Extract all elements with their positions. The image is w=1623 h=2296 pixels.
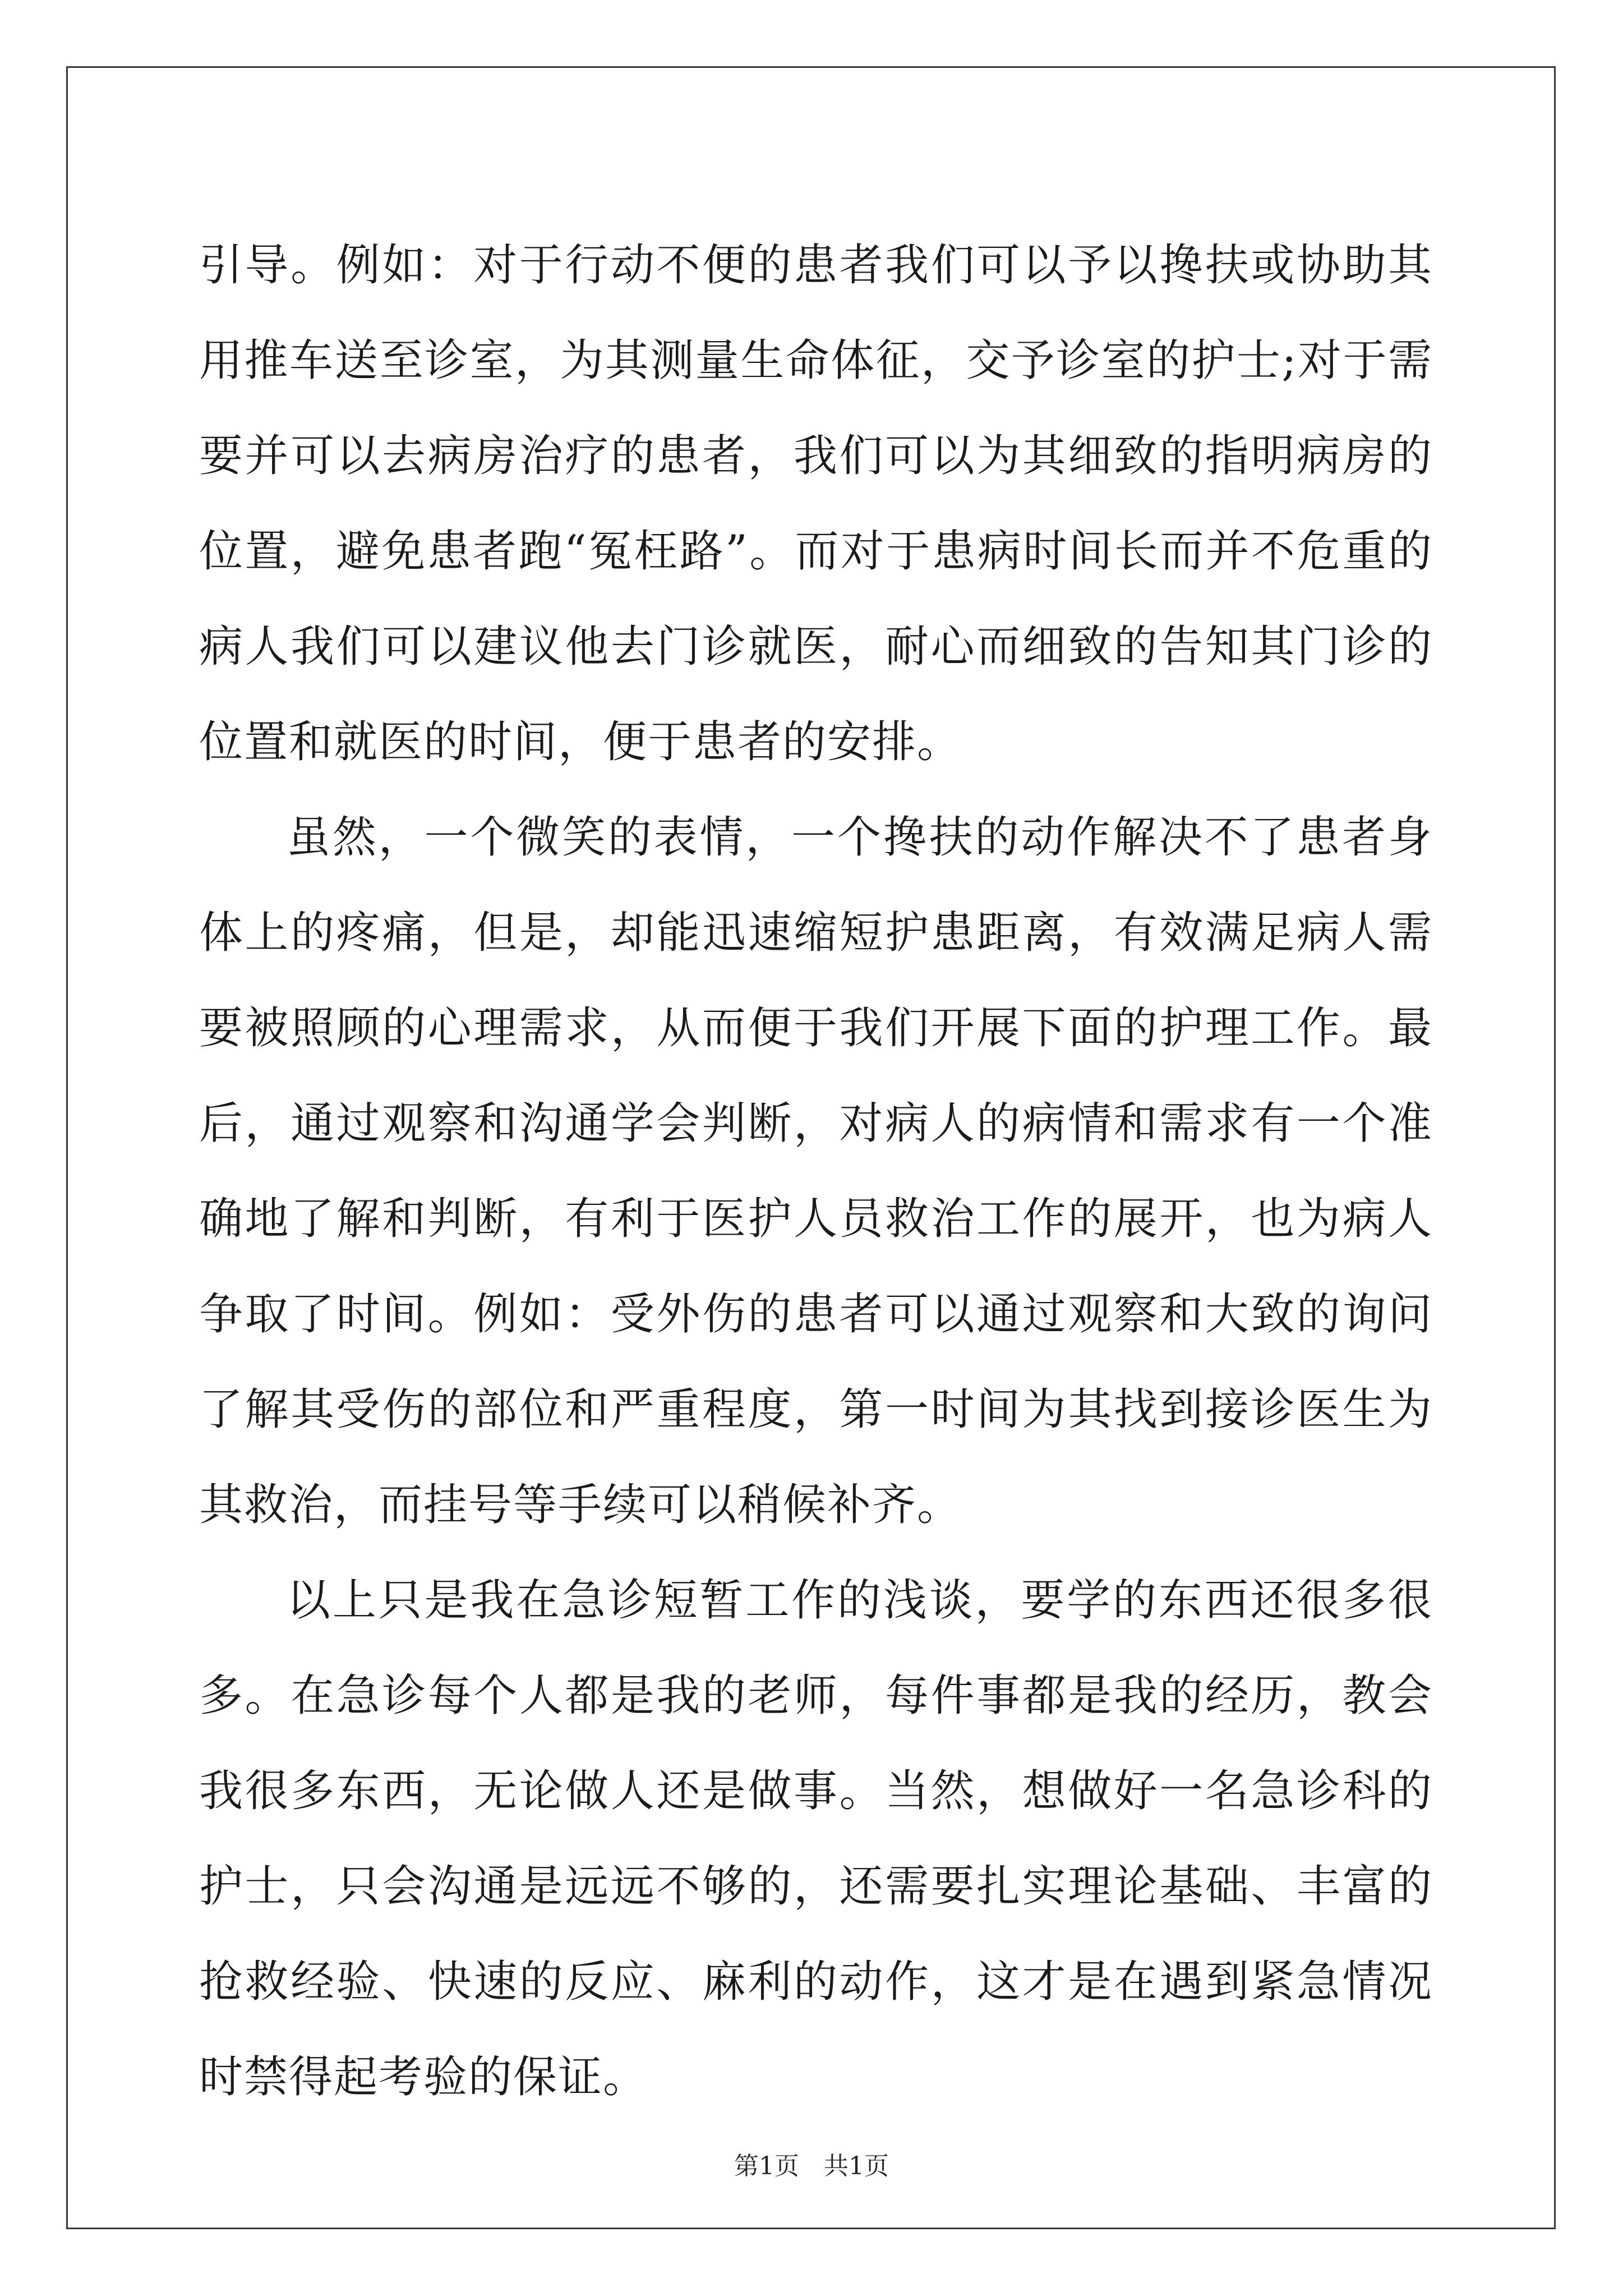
document-body [199,218,1433,2125]
page-number-footer: 第1页 共1页 [734,2152,889,2180]
paragraph-1: 引导。例如：对于行动不便的患者我们可以予以搀扶或协助其用推车送至诊室，为其测量生命体征，交予诊室的护士;对于需要并可以去病房治疗的患者，我们可以为其细致的指明病房的位置，避免患者跑“冤枉路”。而对于患病时间长而并不危重的病人我们可以建议他去门诊就医，耐心而细致的告知其门诊的位置和就医的时间，便于患者的安排。 [199,240,1433,767]
paragraph-2: 虽然，一个微笑的表情，一个搀扶的动作解决不了患者身体上的疼痛，但是，却能迅速缩短护患距离，有效满足病人需要被照顾的心理需求，从而便于我们开展下面的护理工作。最后，通过观察和沟通学会判断，对病人的病情和需求有一个准确地了解和判断，有利于医护人员救治工作的展开，也为病人争取了时间。例如：受外伤的患者可以通过观察和大致的询问了解其受伤的部位和严重程度，第一时间为其找到接诊医生为其救治，而挂号等手续可以稍候补齐。 [199,812,1433,1530]
paragraph-3: 以上只是我在急诊短暂工作的浅谈，要学的东西还很多很多。在急诊每个人都是我的老师，每件事都是我的经历，教会我很多东西，无论做人还是做事。当然，想做好一名急诊科的护士，只会沟通是远远不够的，还需要扎实理论基础、丰富的抢救经验、快速的反应、麻利的动作，这才是在遇到紧急情况时禁得起考验的保证。 [199,1575,1433,2102]
